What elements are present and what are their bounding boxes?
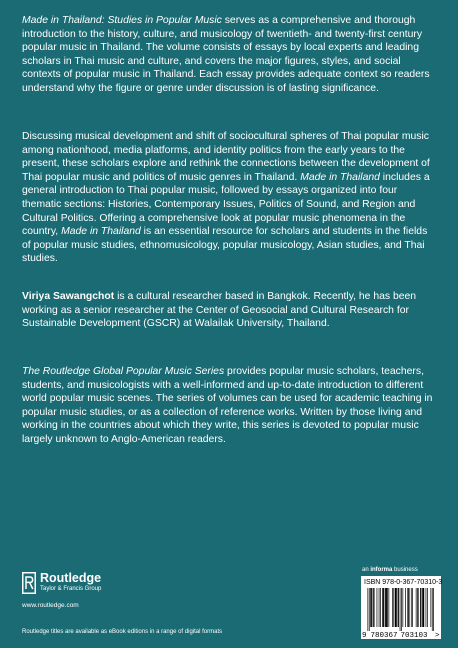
barcode-bar <box>411 588 412 627</box>
publisher-subtitle: Taylor & Francis Group <box>40 586 102 592</box>
blurb-p2-text-3: is an essential resource for scholars and students in the fields of popular music studies, ethnomusicology, popular musicology, Asian studies, and Thai studies. <box>22 226 428 265</box>
barcode-bar <box>386 588 387 627</box>
barcode-bar <box>403 588 404 627</box>
barcode-bar <box>405 588 406 627</box>
barcode-bar <box>373 588 374 627</box>
barcode-bar <box>386 588 387 627</box>
blurb-p2-text-1: Discussing musical development and shift of sociocultural spheres of Thai popular music among nationhood, media platforms, and identity politics from the early years to the present, these scholars explore and rethink the connections between the development of Thai popular music and politics of music genres in Thailand. <box>22 131 430 183</box>
barcode-bar <box>393 588 394 627</box>
barcode-bar <box>400 588 401 631</box>
barcode-bar <box>382 588 383 627</box>
series-name: The Routledge Global Popular Music Series <box>22 366 225 377</box>
blurb-p2-text-2: includes a general introduction to Thai popular music, followed by essays organized into four thematic sections: Histories, Contemporary Issues, Politics of Sound, and Region and Cultural Politics. Offering a comprehensive look at popular music phenomena in the country, <box>22 171 430 238</box>
informa-business-label: an informa business <box>362 567 418 573</box>
blurb-paragraph-1 <box>22 14 438 96</box>
ebook-footnote: Routledge titles are available as eBook editions in a range of digital formats <box>22 629 223 635</box>
isbn-label: ISBN 978-0-367-70310-3 <box>364 579 443 586</box>
book-title-italic: Made in Thailand: Studies in Popular Music <box>22 15 222 26</box>
barcode-bar <box>384 588 385 627</box>
barcode-box <box>361 576 441 639</box>
barcode-bar <box>409 588 410 627</box>
barcode-bar <box>370 588 371 627</box>
barcode-right-digits: 703103 <box>400 632 428 639</box>
barcode-bar <box>371 588 372 627</box>
informa-brand: informa <box>370 567 393 573</box>
author-name: Viriya Sawangchot <box>22 291 115 302</box>
barcode-arrow: > <box>435 632 440 639</box>
blurb-p1-text: serves as a comprehensive and thorough introduction to the history, culture, and musicology of twentieth- and twenty-first century popular music in Thailand. The volume consists of essays by local experts and leading scholars in Thai music and culture, and covers the major figures, styles, and social contexts of popular music in Thailand. Each essay provides adequate context so readers understand why the figure or genre under discussion is of lasting significance. <box>22 15 430 94</box>
barcode-bar <box>433 588 434 631</box>
barcode-bar <box>420 588 421 627</box>
barcode-bar <box>427 588 428 627</box>
barcode-bars <box>368 588 435 631</box>
barcode-graphic <box>361 587 441 639</box>
barcode-bar <box>396 588 397 627</box>
barcode-bar <box>396 588 397 627</box>
barcode-bar <box>432 588 433 631</box>
barcode-bar <box>395 588 396 627</box>
blurb-paragraph-2 <box>22 130 438 266</box>
barcode-left-digits: 780367 <box>370 632 398 639</box>
barcode-bar <box>389 588 390 627</box>
barcode-bar <box>377 588 378 627</box>
barcode-bar <box>387 588 388 627</box>
barcode-bar <box>398 588 399 627</box>
routledge-r-logo-icon <box>22 572 36 594</box>
barcode-bar <box>369 588 370 631</box>
barcode-bar <box>401 588 402 631</box>
barcode-bar <box>398 588 399 627</box>
barcode-bar <box>431 588 432 627</box>
barcode-bar <box>421 588 422 627</box>
barcode-bar <box>422 588 423 627</box>
barcode-bar <box>418 588 419 627</box>
author-bio-text: is a cultural researcher based in Bangkok. Recently, he has been working as a senior researcher at the Center of Geosocial and Cultural Research for Sustainable Development (GSCR) at Walailak University, Thailand. <box>22 291 417 330</box>
barcode-bar <box>416 588 417 627</box>
barcode-bar <box>423 588 424 627</box>
series-text: provides popular music scholars, teachers, students, and musicologists with a well-informed and up-to-date introduction to different world popular music scenes. The series of volumes can be used for academic teaching in popular music studies, or as a collection of reference works. Written by those living and working in the countries about which they write, this series is devoted to popular music largely unknown to Anglo-American readers. <box>22 366 433 445</box>
barcode-bar <box>424 588 425 627</box>
barcode-bar <box>426 588 427 627</box>
barcode-first-digit: 9 <box>362 632 367 639</box>
barcode-bar <box>385 588 386 627</box>
barcode-bar <box>379 588 380 627</box>
barcode-bar <box>372 588 373 627</box>
publisher-logo <box>22 570 182 620</box>
publisher-url[interactable]: www.routledge.com <box>22 602 79 609</box>
barcode-bar <box>383 588 384 627</box>
barcode-bar <box>407 588 408 627</box>
book-title-italic-3: Made in Thailand <box>61 226 141 238</box>
author-bio <box>22 290 438 331</box>
publisher-name: Routledge <box>40 571 102 585</box>
barcode-bar <box>412 588 413 627</box>
barcode-bar <box>417 588 418 627</box>
barcode-bar <box>368 588 369 631</box>
barcode-bar <box>408 588 409 627</box>
barcode-bar <box>374 588 375 627</box>
barcode-bar <box>380 588 381 627</box>
series-description <box>22 365 438 447</box>
barcode-bar <box>392 588 393 627</box>
book-title-italic-2: Made in Thailand <box>300 171 380 183</box>
